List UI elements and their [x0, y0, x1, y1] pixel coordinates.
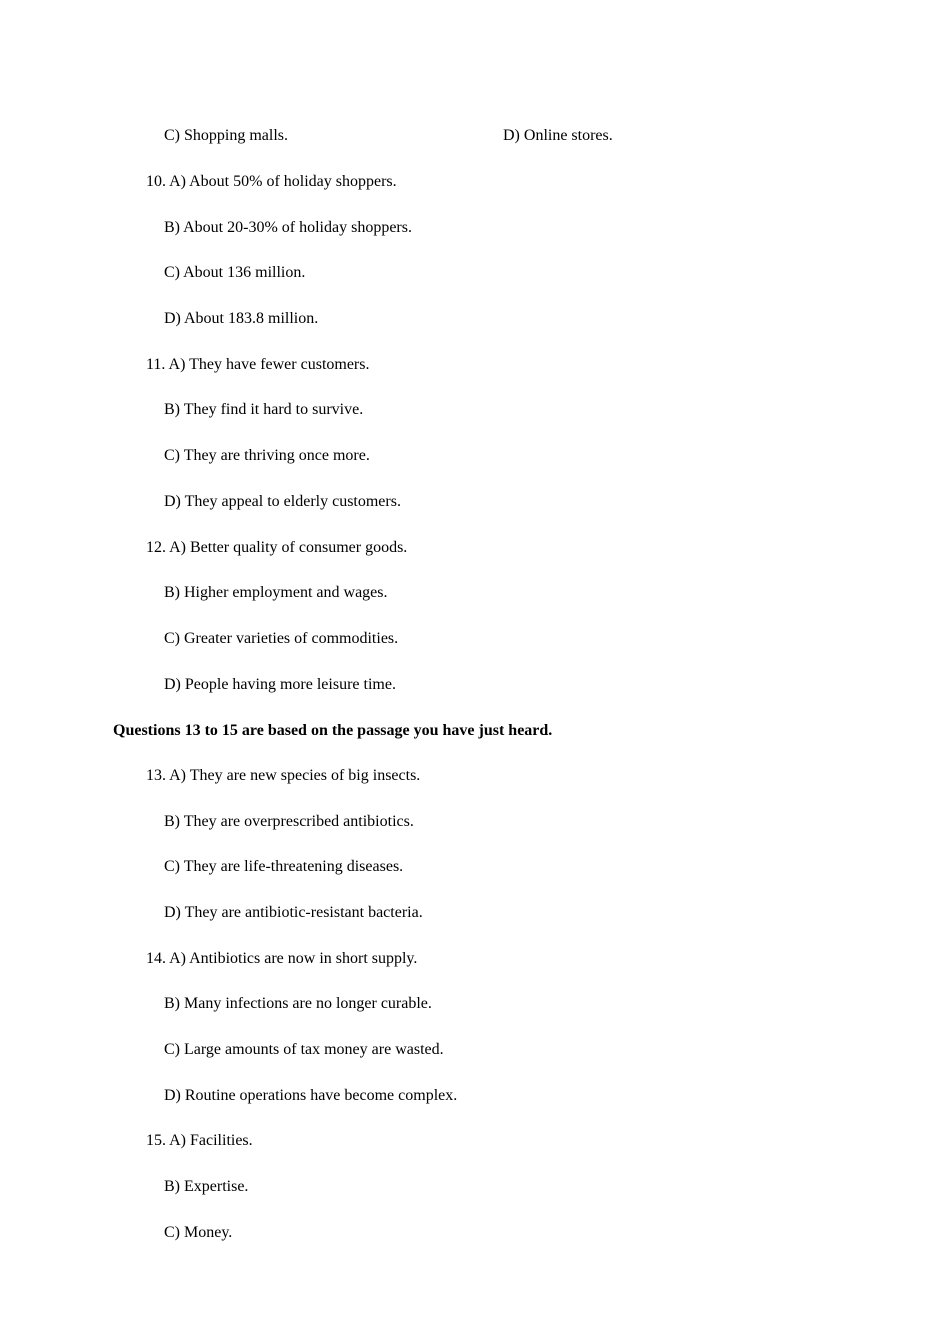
q10-option-d: D) About 183.8 million.	[164, 310, 319, 327]
q9-option-d: D) Online stores.	[503, 127, 613, 144]
q10-option-b: B) About 20-30% of holiday shoppers.	[164, 219, 412, 236]
q11-option-a: 11. A) They have fewer customers.	[146, 356, 370, 373]
q11-option-d: D) They appeal to elderly customers.	[164, 493, 401, 510]
q14-option-a: 14. A) Antibiotics are now in short supply.	[146, 950, 418, 967]
q10-option-c: C) About 136 million.	[164, 264, 306, 281]
q13-option-d: D) They are antibiotic-resistant bacteria.	[164, 904, 423, 921]
q13-option-b: B) They are overprescribed antibiotics.	[164, 813, 414, 830]
q14-option-c: C) Large amounts of tax money are wasted.	[164, 1041, 444, 1058]
section-heading: Questions 13 to 15 are based on the passage you have just heard.	[113, 722, 553, 739]
q12-option-b: B) Higher employment and wages.	[164, 584, 388, 601]
q12-option-d: D) People having more leisure time.	[164, 676, 396, 693]
q15-option-c: C) Money.	[164, 1224, 233, 1241]
q14-option-b: B) Many infections are no longer curable.	[164, 995, 432, 1012]
q12-option-c: C) Greater varieties of commodities.	[164, 630, 399, 647]
q15-option-b: B) Expertise.	[164, 1178, 249, 1195]
q15-option-a: 15. A) Facilities.	[146, 1132, 253, 1149]
q9-option-c: C) Shopping malls.	[164, 127, 289, 144]
q13-option-a: 13. A) They are new species of big insects.	[146, 767, 421, 784]
q12-option-a: 12. A) Better quality of consumer goods.	[146, 539, 408, 556]
q13-option-c: C) They are life-threatening diseases.	[164, 858, 404, 875]
q11-option-c: C) They are thriving once more.	[164, 447, 370, 464]
q14-option-d: D) Routine operations have become complex.	[164, 1087, 458, 1104]
q10-option-a: 10. A) About 50% of holiday shoppers.	[146, 173, 397, 190]
q11-option-b: B) They find it hard to survive.	[164, 401, 364, 418]
